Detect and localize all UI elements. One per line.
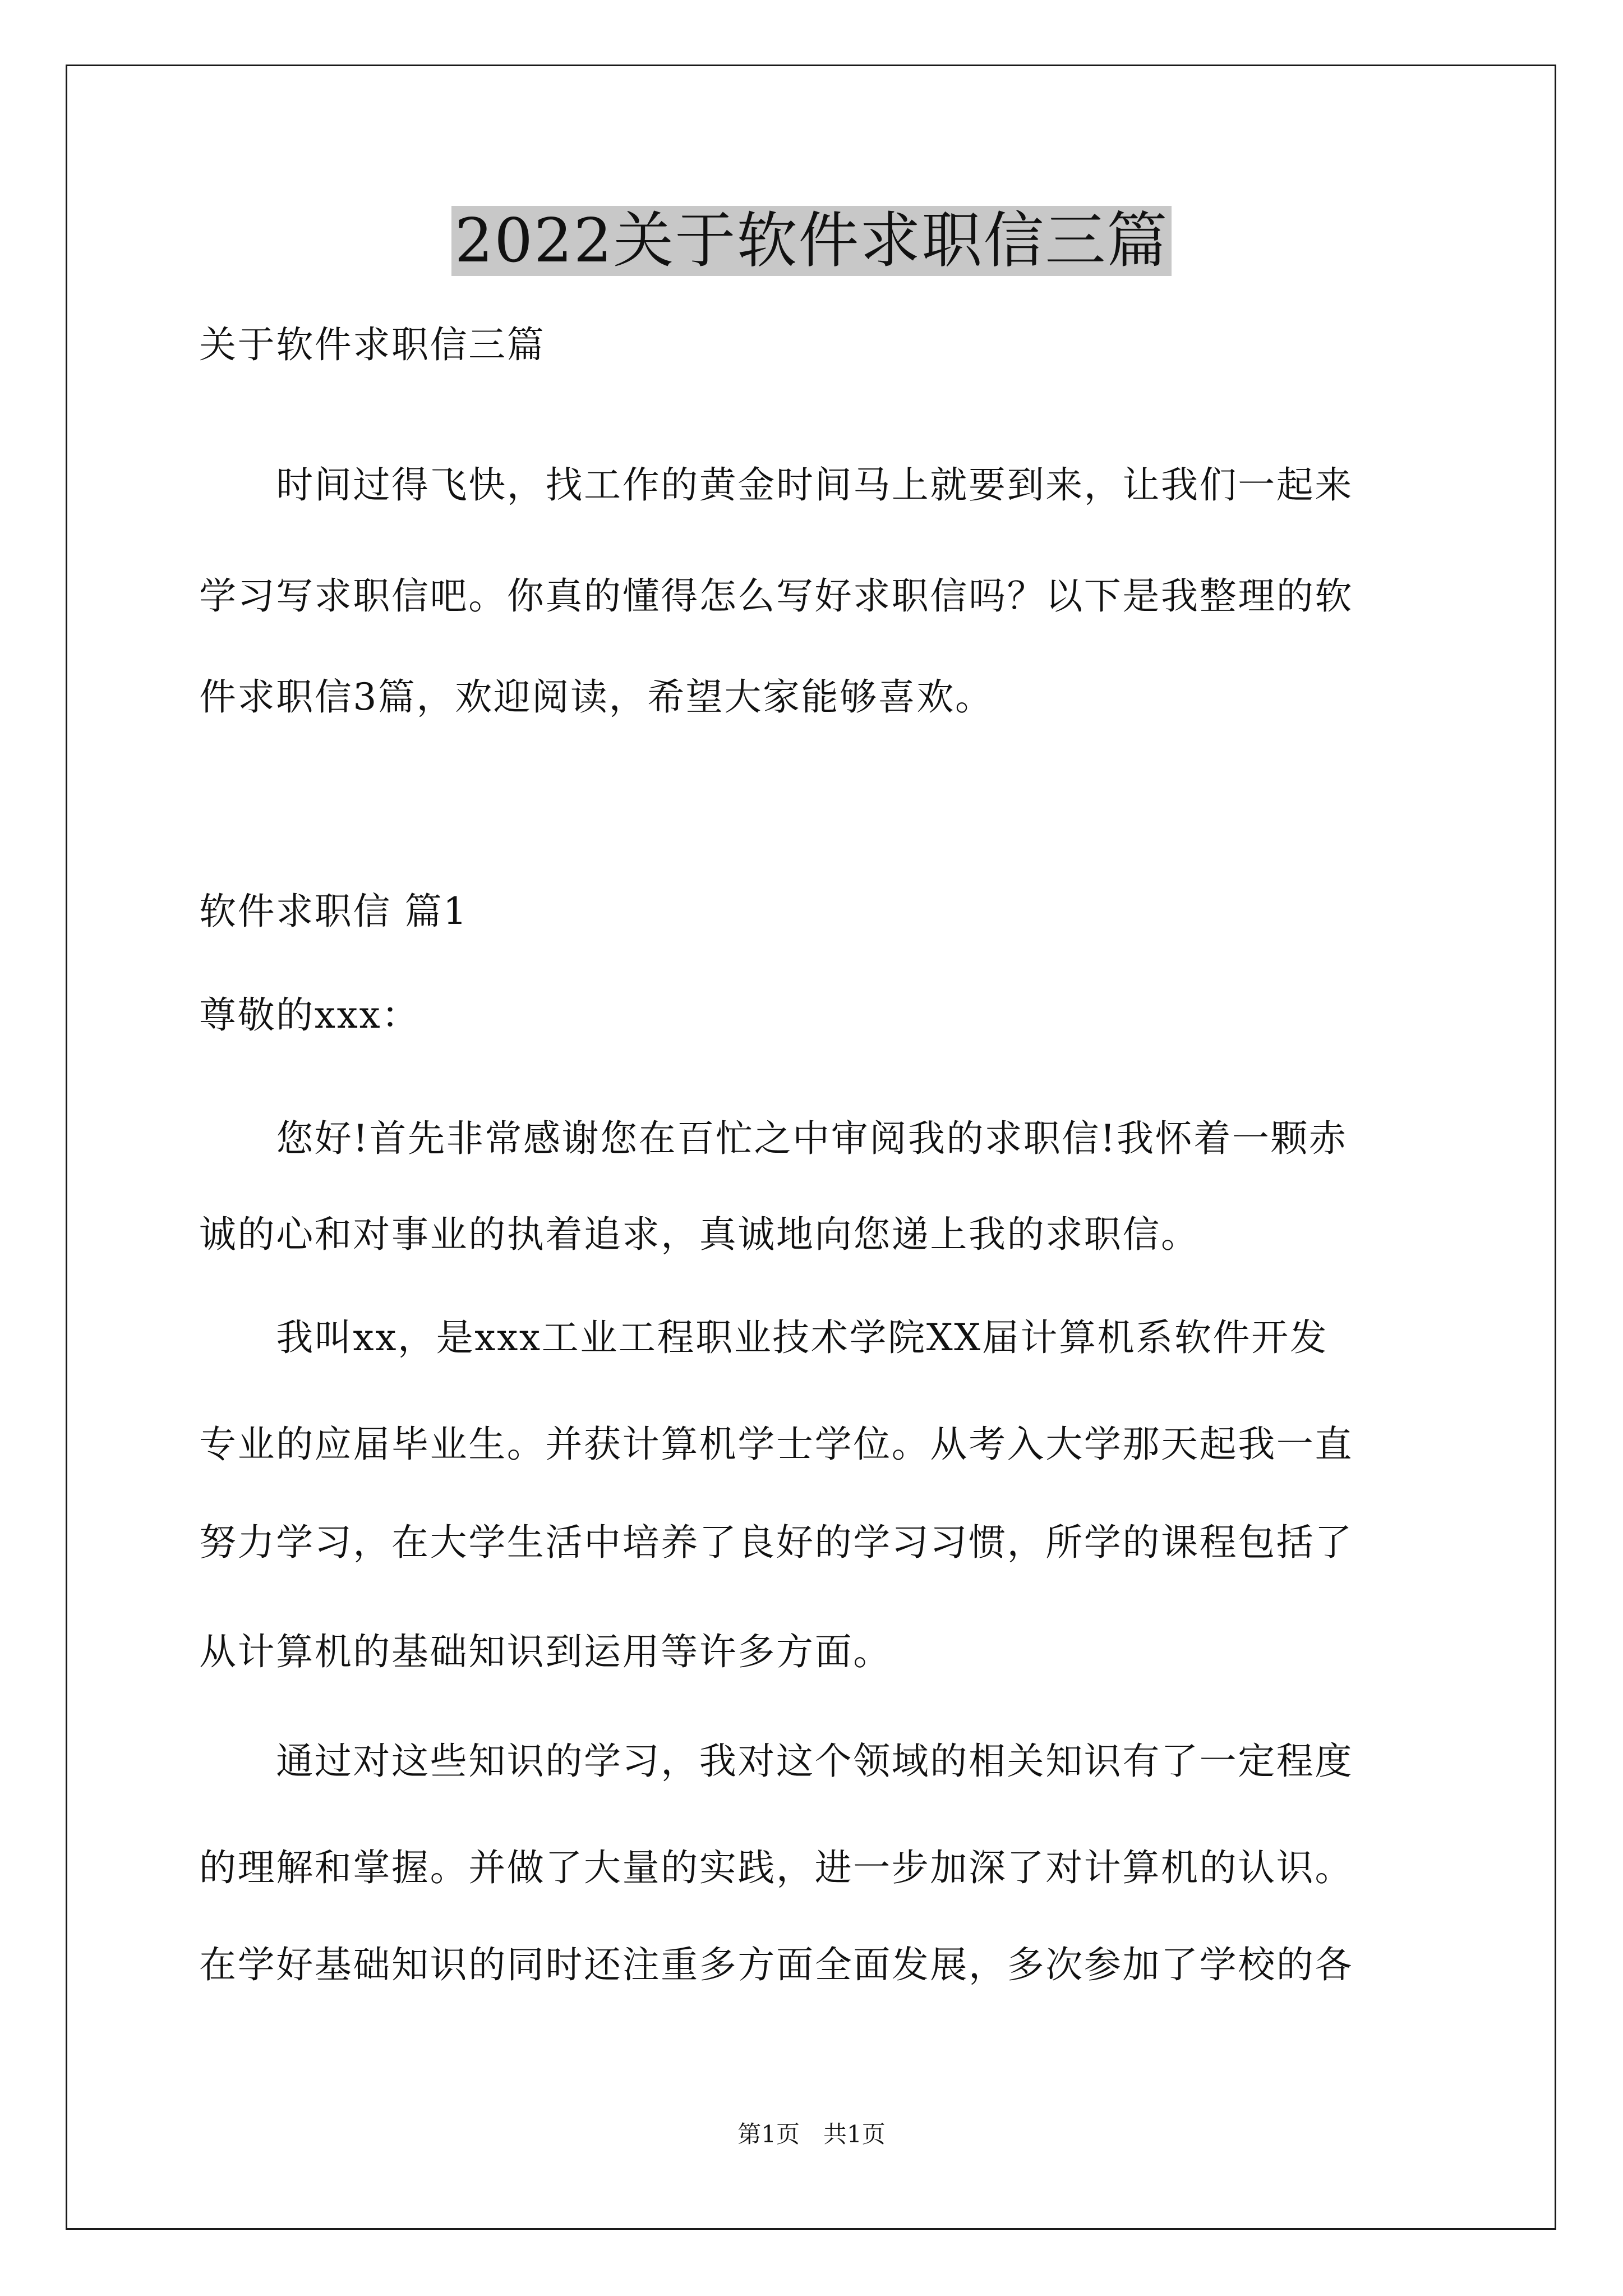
paragraph-line: 您好!首先非常感谢您在百忙之中审阅我的求职信!我怀着一颗赤 [199,1117,1348,1160]
title-text: 2022关于软件求职信三篇 [451,206,1172,276]
section-heading: 软件求职信 篇1 [199,890,468,933]
intro-heading: 关于软件求职信三篇 [199,323,546,366]
paragraph-line: 学习写求职信吧。你真的懂得怎么写好求职信吗？以下是我整理的软 [199,574,1353,618]
paragraph-line: 专业的应届毕业生。并获计算机学士学位。从考入大学那天起我一直 [199,1423,1353,1466]
paragraph-line: 从计算机的基础知识到运用等许多方面。 [199,1630,892,1673]
paragraph-line: 在学好基础知识的同时还注重多方面全面发展，多次参加了学校的各 [199,1943,1353,1986]
paragraph-line: 通过对这些知识的学习，我对这个领域的相关知识有了一定程度 [199,1740,1353,1783]
salutation: 尊敬的xxx： [199,993,420,1037]
paragraph-line: 努力学习，在大学生活中培养了良好的学习习惯，所学的课程包括了 [199,1521,1353,1564]
paragraph-line: 的理解和掌握。并做了大量的实践，进一步加深了对计算机的认识。 [199,1846,1353,1889]
paragraph-line: 诚的心和对事业的执着追求，真诚地向您递上我的求职信。 [199,1213,1200,1256]
page-footer: 第1页 共1页 [737,2120,886,2148]
paragraph-line: 件求职信3篇，欢迎阅读，希望大家能够喜欢。 [199,675,994,719]
document-title [0,202,1623,280]
paragraph-line: 时间过得飞快，找工作的黄金时间马上就要到来，让我们一起来 [199,463,1353,507]
paragraph-line: 我叫xx，是xxx工业工程职业技术学院XX届计算机系软件开发 [199,1316,1329,1359]
